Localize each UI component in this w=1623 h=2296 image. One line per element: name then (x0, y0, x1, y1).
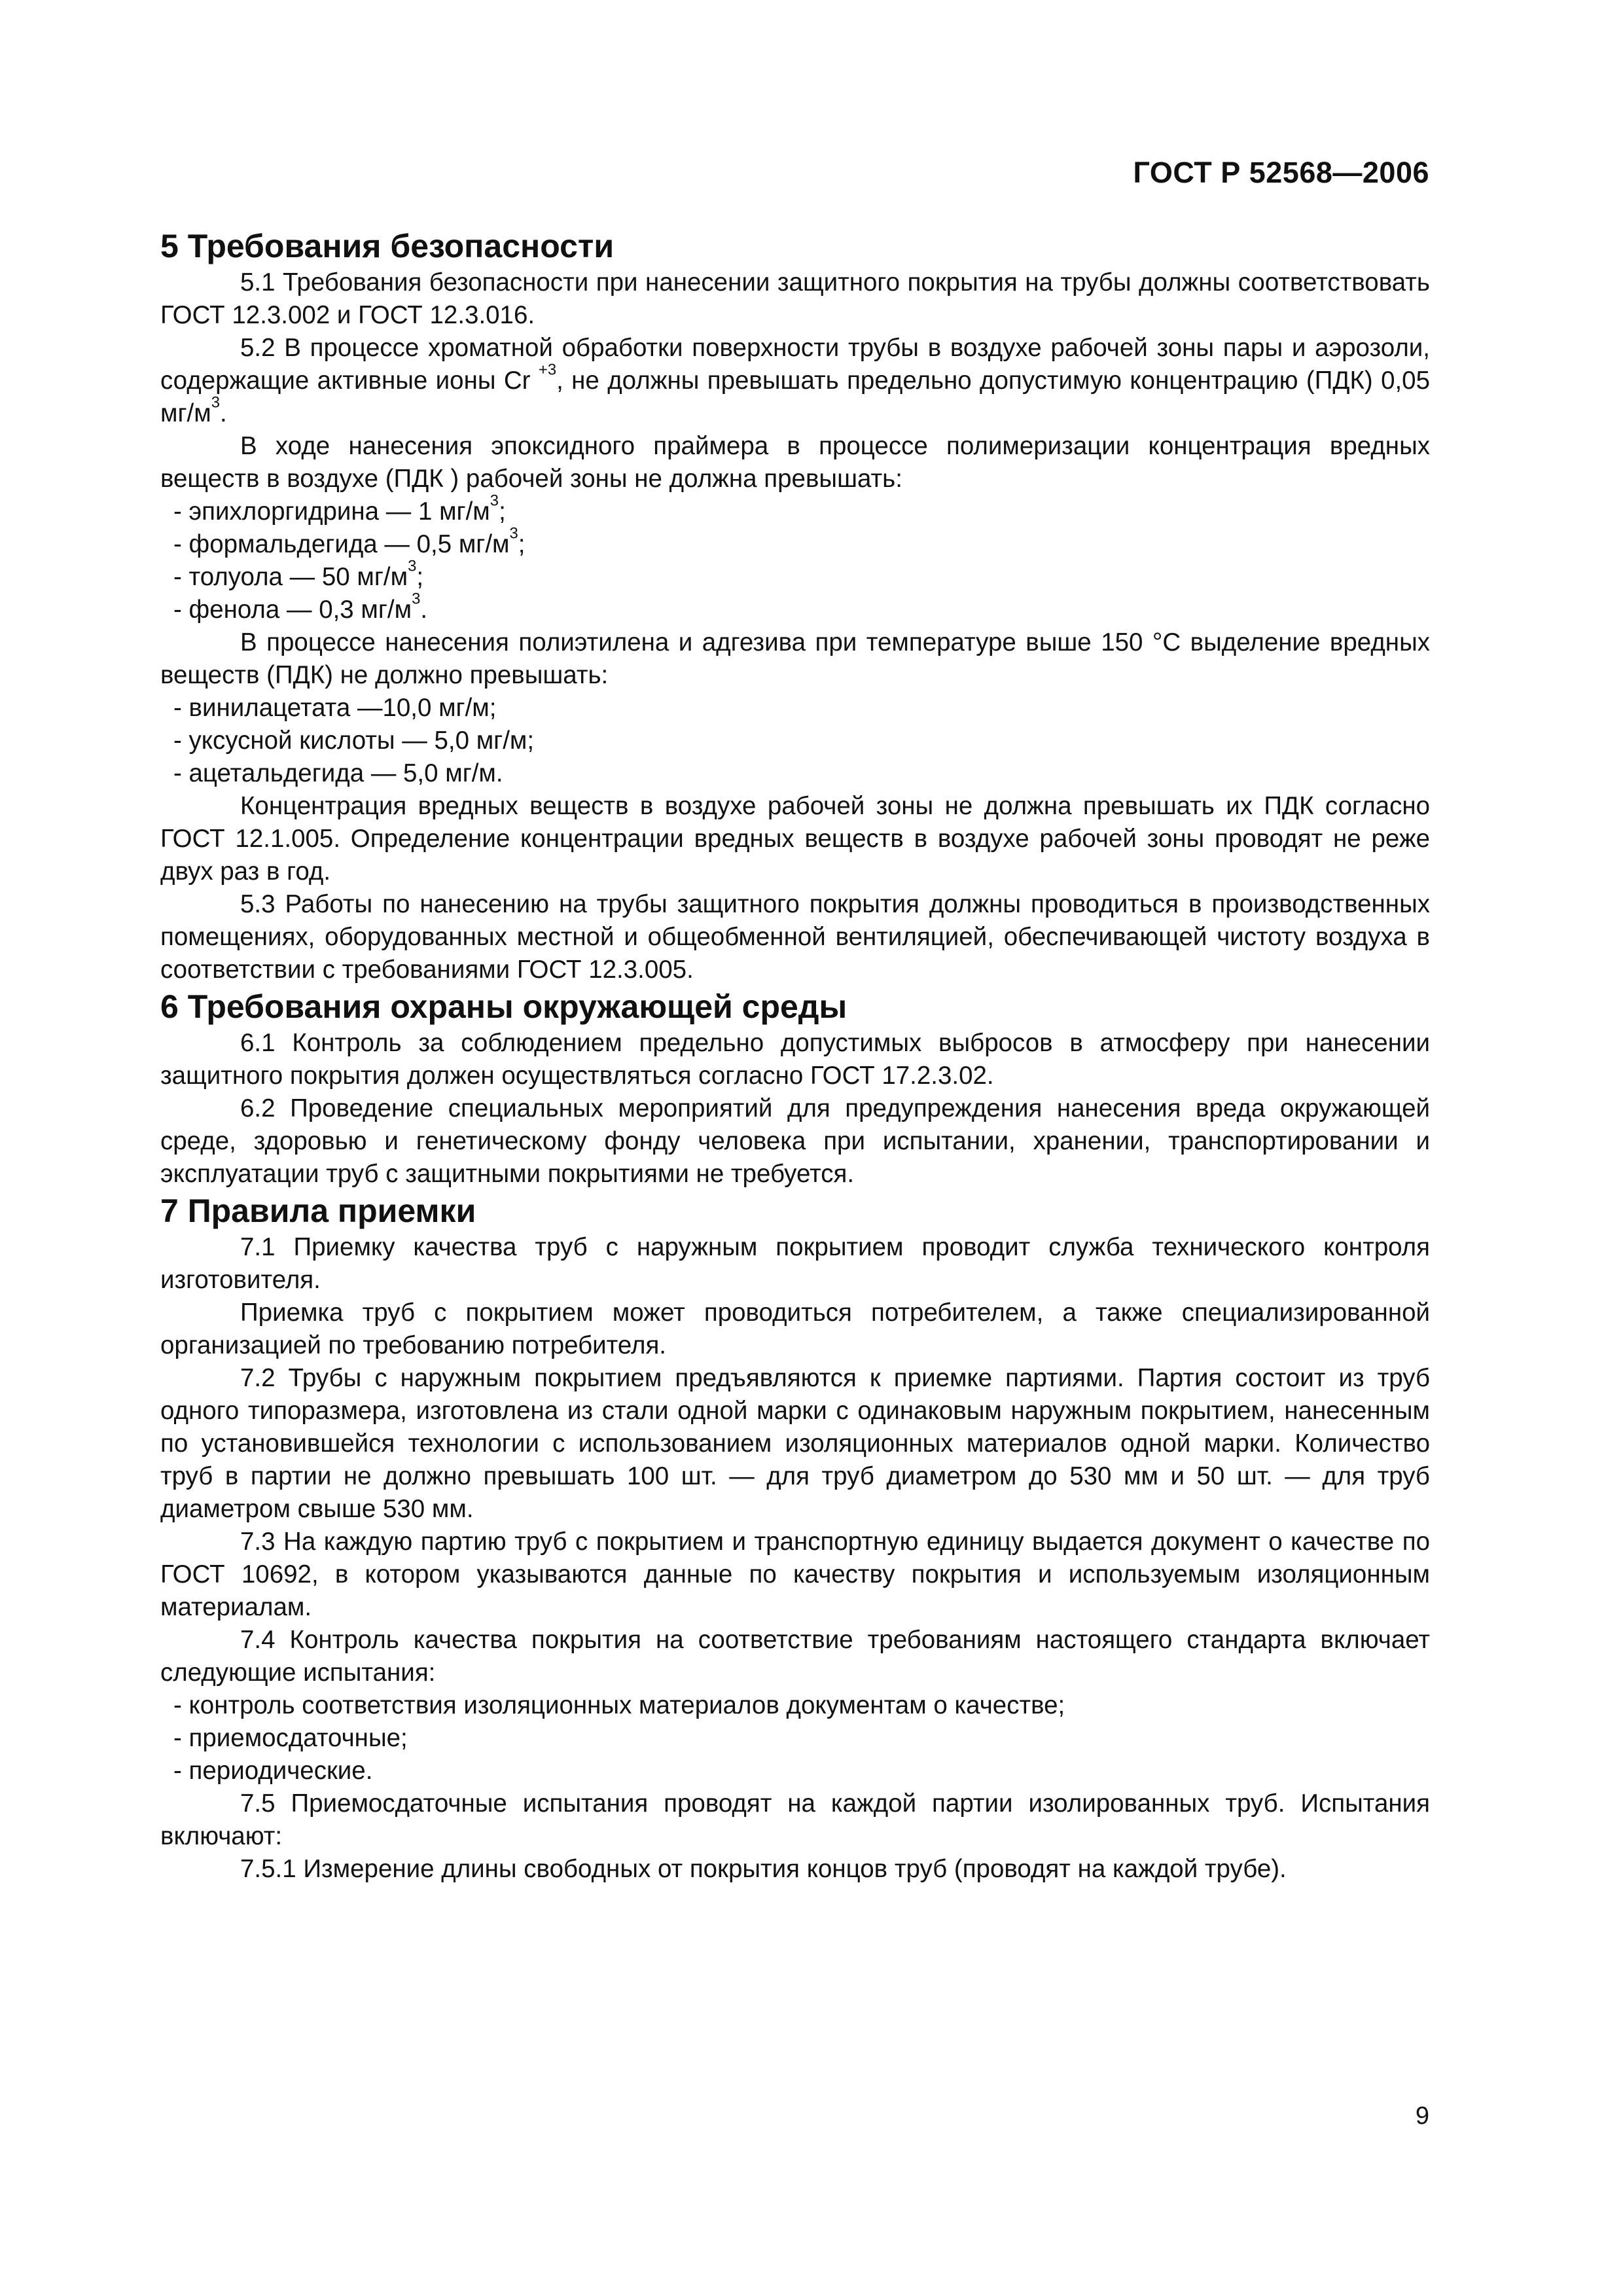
section-6-heading: 6 Требования охраны окружающей среды (160, 988, 847, 1025)
list-item-superscript: 3 (509, 524, 518, 543)
page-number: 9 (1415, 2102, 1429, 2130)
paragraph-7-5: 7.5 Приемосдаточные испытания проводят на каждой партии изолированных труб. Испытания включают: (160, 1789, 1430, 1850)
list-item (160, 492, 1430, 528)
list-item-end: ; (499, 497, 506, 526)
paragraph-consumer-acceptance: Приемка труб с покрытием может проводиться потребителем, а также специализированной организацией по требованию потребителя. (160, 1299, 1430, 1359)
paragraph-5-2-text-a: 5.2 В процессе хроматной обработки поверхности трубы в воздухе рабочей зоны пары и аэрозоли, содержащие активные ионы Cr (160, 334, 1430, 395)
paragraph-7-1: 7.1 Приемку качества труб с наружным покрытием проводит служба технического контроля изготовителя. (160, 1233, 1430, 1294)
list-item-end: . (420, 596, 428, 624)
list-item: - контроль соответствия изоляционных материалов документам о качестве; (173, 1691, 1065, 1719)
section-7-heading: 7 Правила приемки (160, 1193, 476, 1229)
paragraph-7-3: 7.3 На каждую партию труб с покрытием и транспортную единицу выдается документ о качестве по ГОСТ 10692, в котором указываются данные по качеству покрытия и используемым изоляционным материалам. (160, 1528, 1430, 1621)
document-code-header: ГОСТ Р 52568—2006 (1133, 156, 1429, 189)
paragraph-5-2-superscript-cube: 3 (211, 393, 220, 412)
list-item-text: - формальдегида — 0,5 мг/м (173, 530, 510, 558)
paragraph-polyethylene: В процессе нанесения полиэтилена и адгезива при температуре выше 150 °С выделение вредных веществ (ПДК) не должно превышать: (160, 628, 1430, 689)
list-item: - винилацетата —10,0 мг/м; (173, 694, 497, 722)
list-item-superscript: 3 (408, 557, 417, 575)
paragraph-7-4: 7.4 Контроль качества покрытия на соответствие требованиям настоящего стандарта включает следующие испытания: (160, 1626, 1430, 1687)
paragraph-5-2-text-c: . (219, 399, 227, 427)
paragraph-epoxy-primer: В ходе нанесения эпоксидного праймера в процессе полимеризации концентрация вредных веществ в воздухе (ПДК ) рабочей зоны не должна превышать: (160, 432, 1430, 493)
list-item (160, 590, 1430, 626)
paragraph-5-1: 5.1 Требования безопасности при нанесении защитного покрытия на трубы должны соответствовать ГОСТ 12.3.002 и ГОСТ 12.3.016. (160, 268, 1430, 329)
paragraph-6-2: 6.2 Проведение специальных мероприятий для предупреждения нанесения вреда окружающей среде, здоровью и генетическому фонду человека при испытании, хранении, транспортировании и эксплуатации труб с защитными покрытиями не требуется. (160, 1094, 1430, 1188)
section-5-heading: 5 Требования безопасности (160, 228, 615, 264)
list-item-end: ; (416, 563, 424, 591)
list-item: - периодические. (173, 1757, 373, 1785)
paragraph-7-2: 7.2 Трубы с наружным покрытием предъявляются к приемке партиями. Партия состоит из труб одного типоразмера, изготовлена из стали одной марки с одинаковым наружным покрытием, нанесенным по установившейся технологии с использованием изоляционных материалов одной марки. Количество труб в партии не должно превышать 100 шт. — для труб диаметром до 530 мм и 50 шт. — для труб диаметром свыше 530 мм. (160, 1364, 1430, 1523)
paragraph-5-2 (160, 332, 1430, 430)
list-item-text: - толуола — 50 мг/м (173, 563, 408, 591)
list-item-text: - фенола — 0,3 мг/м (173, 596, 412, 624)
list-item-superscript: 3 (412, 590, 421, 608)
paragraph-5-2-text-b: , не должны превышать предельно допустимую концентрацию (ПДК) 0,05 мг/м (160, 367, 1430, 427)
list-item: - ацетальдегида — 5,0 мг/м. (173, 759, 503, 787)
paragraph-5-3: 5.3 Работы по нанесению на трубы защитного покрытия должны проводиться в производственных помещениях, оборудованных местной и общеобменной вентиляцией, обеспечивающей чистоту воздуха в соответствии с требованиями ГОСТ 12.3.005. (160, 890, 1430, 984)
list-item (160, 524, 1430, 561)
list-item-text: - эпихлоргидрина — 1 мг/м (173, 497, 490, 526)
list-item: - приемосдаточные; (173, 1724, 408, 1752)
list-item: - уксусной кислоты — 5,0 мг/м; (173, 726, 535, 755)
list-item-superscript: 3 (490, 492, 499, 510)
paragraph-6-1: 6.1 Контроль за соблюдением предельно допустимых выбросов в атмосферу при нанесении защитного покрытия должен осуществляться согласно ГОСТ 17.2.3.02. (160, 1029, 1430, 1090)
list-item-end: ; (518, 530, 526, 558)
paragraph-5-2-superscript-charge: +3 (538, 361, 557, 379)
paragraph-7-5-1: 7.5.1 Измерение длины свободных от покрытия концов труб (проводят на каждой трубе). (240, 1855, 1287, 1883)
document-body (160, 226, 1430, 1886)
paragraph-concentration: Концентрация вредных веществ в воздухе рабочей зоны не должна превышать их ПДК согласно ГОСТ 12.1.005. Определение концентрации вредных веществ в воздухе рабочей зоны проводят не реже двух раз в год. (160, 792, 1430, 886)
list-item (160, 557, 1430, 594)
